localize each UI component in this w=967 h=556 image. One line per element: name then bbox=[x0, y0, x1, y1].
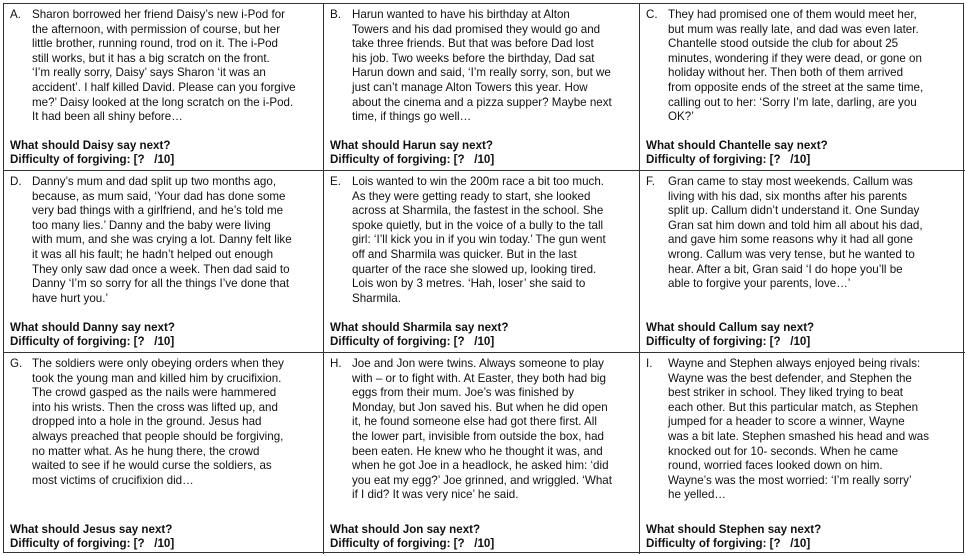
forgiveness-scenarios-table bbox=[3, 3, 964, 553]
scenario-question: What should Danny say next? bbox=[10, 320, 175, 334]
scenario-story bbox=[10, 175, 317, 321]
forgiving-difficulty: Difficulty of forgiving: [? /10] bbox=[330, 335, 495, 349]
forgiving-difficulty: Difficulty of forgiving: [? /10] bbox=[10, 153, 175, 167]
scenario-question: What should Harun say next? bbox=[330, 138, 493, 152]
scenario-text: The soldiers were only obeying orders when they took the young man and killed him by crucifixion. The crowd gasped as the nails were hammered into his wrists. Then the cross was lifted up, and dropped into a hole in the ground. Jesus had always preached that people should be forgiving, no matter what. As he hung there, the crowd waited to see if he would curse the soldiers, as most victims of crucifixion did… bbox=[32, 357, 284, 487]
scenario-question: What should Sharmila say next? bbox=[330, 320, 509, 334]
scenario-letter: E. bbox=[330, 175, 341, 188]
scenario-question: What should Stephen say next? bbox=[646, 522, 822, 536]
scenario-letter: D. bbox=[10, 175, 22, 188]
scenario-card-d bbox=[4, 171, 324, 353]
forgiving-difficulty: Difficulty of forgiving: [? /10] bbox=[646, 153, 811, 167]
scenario-text: Joe and Jon were twins. Always someone to play with – or to fight with. At Easter, they both had big eggs from their mum. Joe’s was finished by Monday, but Jon saved his. But when he did open it, he found someone else had got there first. All the lower part, invisible from outside the box, had been eaten. He knew who he thought it was, and when he got Joe in a headlock, he asked him: ‘did you eat my egg?’ Joe grinned, and wriggled. ‘What if I did? It was very nice’ he said. bbox=[352, 357, 612, 502]
forgiving-difficulty: Difficulty of forgiving: [? /10] bbox=[330, 537, 495, 551]
scenario-text: Wayne and Stephen always enjoyed being rivals: Wayne was the best defender, and Stephen the best striker in school. They liked trying to beat each other. But this particular match, as Stephen jumped for a header to score a winner, Wayne was a bit late. Stephen smashed his head and was knocked out for 10- seconds. When he came round, worried faces looked down on him. Wayne’s was the most worried: ‘I’m really sorry’ he yelled… bbox=[668, 357, 930, 502]
scenario-question: What should Jon say next? bbox=[330, 522, 481, 536]
scenario-card-i bbox=[640, 353, 965, 554]
forgiving-difficulty: Difficulty of forgiving: [? /10] bbox=[330, 153, 495, 167]
scenario-card-e bbox=[324, 171, 640, 353]
scenario-question: What should Jesus say next? bbox=[10, 522, 173, 536]
scenario-letter: H. bbox=[330, 357, 342, 370]
scenario-card-h bbox=[324, 353, 640, 554]
scenario-letter: B. bbox=[330, 8, 341, 21]
scenario-letter: G. bbox=[10, 357, 23, 370]
forgiving-difficulty: Difficulty of forgiving: [? /10] bbox=[646, 537, 811, 551]
scenario-text: Sharon borrowed her friend Daisy’s new i-Pod for the afternoon, with permission of course, but her little brother, running round, trod on it. The i-Pod still works, but it has a big scratch on the front. ‘I’m really sorry, Daisy’ says Sharon ‘it was an accident’. I half killed David. Please can you forgive me?’ Daisy looked at the long scratch on the i-Pod. It had been all shiny before… bbox=[32, 8, 296, 124]
scenario-letter: A. bbox=[10, 8, 21, 21]
scenario-card-c bbox=[640, 4, 965, 171]
scenario-card-f bbox=[640, 171, 965, 353]
scenario-story bbox=[646, 175, 959, 321]
scenario-story bbox=[330, 357, 633, 523]
scenario-card-a bbox=[4, 4, 324, 171]
scenario-question: What should Chantelle say next? bbox=[646, 138, 828, 152]
scenario-card-g bbox=[4, 353, 324, 554]
scenario-text: Danny’s mum and dad split up two months ago, because, as mum said, ‘Your dad has done some very bad things with a girlfriend, and he’s told me too many lies.’ Danny and the baby were living with mum, and she was crying a lot. Danny felt like it was all his fault; he hadn’t helped out enough They only saw dad once a week. Then dad said to Danny ‘I’m so sorry for all the things I’ve done that have hurt you.’ bbox=[32, 175, 292, 305]
scenario-text: Gran came to stay most weekends. Callum was living with his dad, six months after his parents split up. Callum didn’t understand it. One Sunday Gran sat him down and told him all about his dad, and gave him some reasons why it had all gone wrong. Callum was very tense, but he wanted to hear. After a bit, Gran said ‘I do hope you’ll be able to forgive your parents, love…’ bbox=[668, 175, 923, 291]
scenario-text: Harun wanted to have his birthday at Alton Towers and his dad promised they would go and take three friends. But that was before Dad lost his job. Two weeks before the birthday, Dad sat Harun down and said, ‘I’m really sorry, son, but we just can’t manage Alton Towers this year. How about the cinema and a pizza supper? Maybe next time, if things go well… bbox=[352, 8, 612, 124]
scenario-story bbox=[646, 8, 959, 139]
scenario-story bbox=[10, 357, 317, 523]
scenario-text: They had promised one of them would meet her, but mum was really late, and dad was even later. Chantelle stood outside the club for about 25 minutes, wondering if they were dead, or gone on holiday without her. Then both of them arrived from opposite ends of the street at the same time, calling out to her: ‘Sorry I’m late, darling, are you OK?’ bbox=[668, 8, 924, 124]
scenario-letter: C. bbox=[646, 8, 658, 21]
scenario-letter: F. bbox=[646, 175, 656, 188]
scenario-letter: I. bbox=[646, 357, 653, 370]
scenario-question: What should Callum say next? bbox=[646, 320, 815, 334]
scenario-story bbox=[330, 175, 633, 321]
scenario-story bbox=[330, 8, 633, 139]
scenario-question: What should Daisy say next? bbox=[10, 138, 171, 152]
scenario-card-b bbox=[324, 4, 640, 171]
forgiving-difficulty: Difficulty of forgiving: [? /10] bbox=[10, 335, 175, 349]
forgiving-difficulty: Difficulty of forgiving: [? /10] bbox=[10, 537, 175, 551]
scenario-text: Lois wanted to win the 200m race a bit too much. As they were getting ready to start, she looked across at Sharmila, the fastest in the school. She spoke quietly, but in the voice of a bully to the tall girl: ‘I’ll kick you in if you win today.’ The gun went off and Sharmila was quicker. But in the last quarter of the race she slowed up, looking tired. Lois won by 3 metres. ‘Hah, loser’ she said to Sharmila. bbox=[352, 175, 606, 305]
scenario-story bbox=[10, 8, 317, 139]
forgiving-difficulty: Difficulty of forgiving: [? /10] bbox=[646, 335, 811, 349]
scenario-story bbox=[646, 357, 959, 523]
